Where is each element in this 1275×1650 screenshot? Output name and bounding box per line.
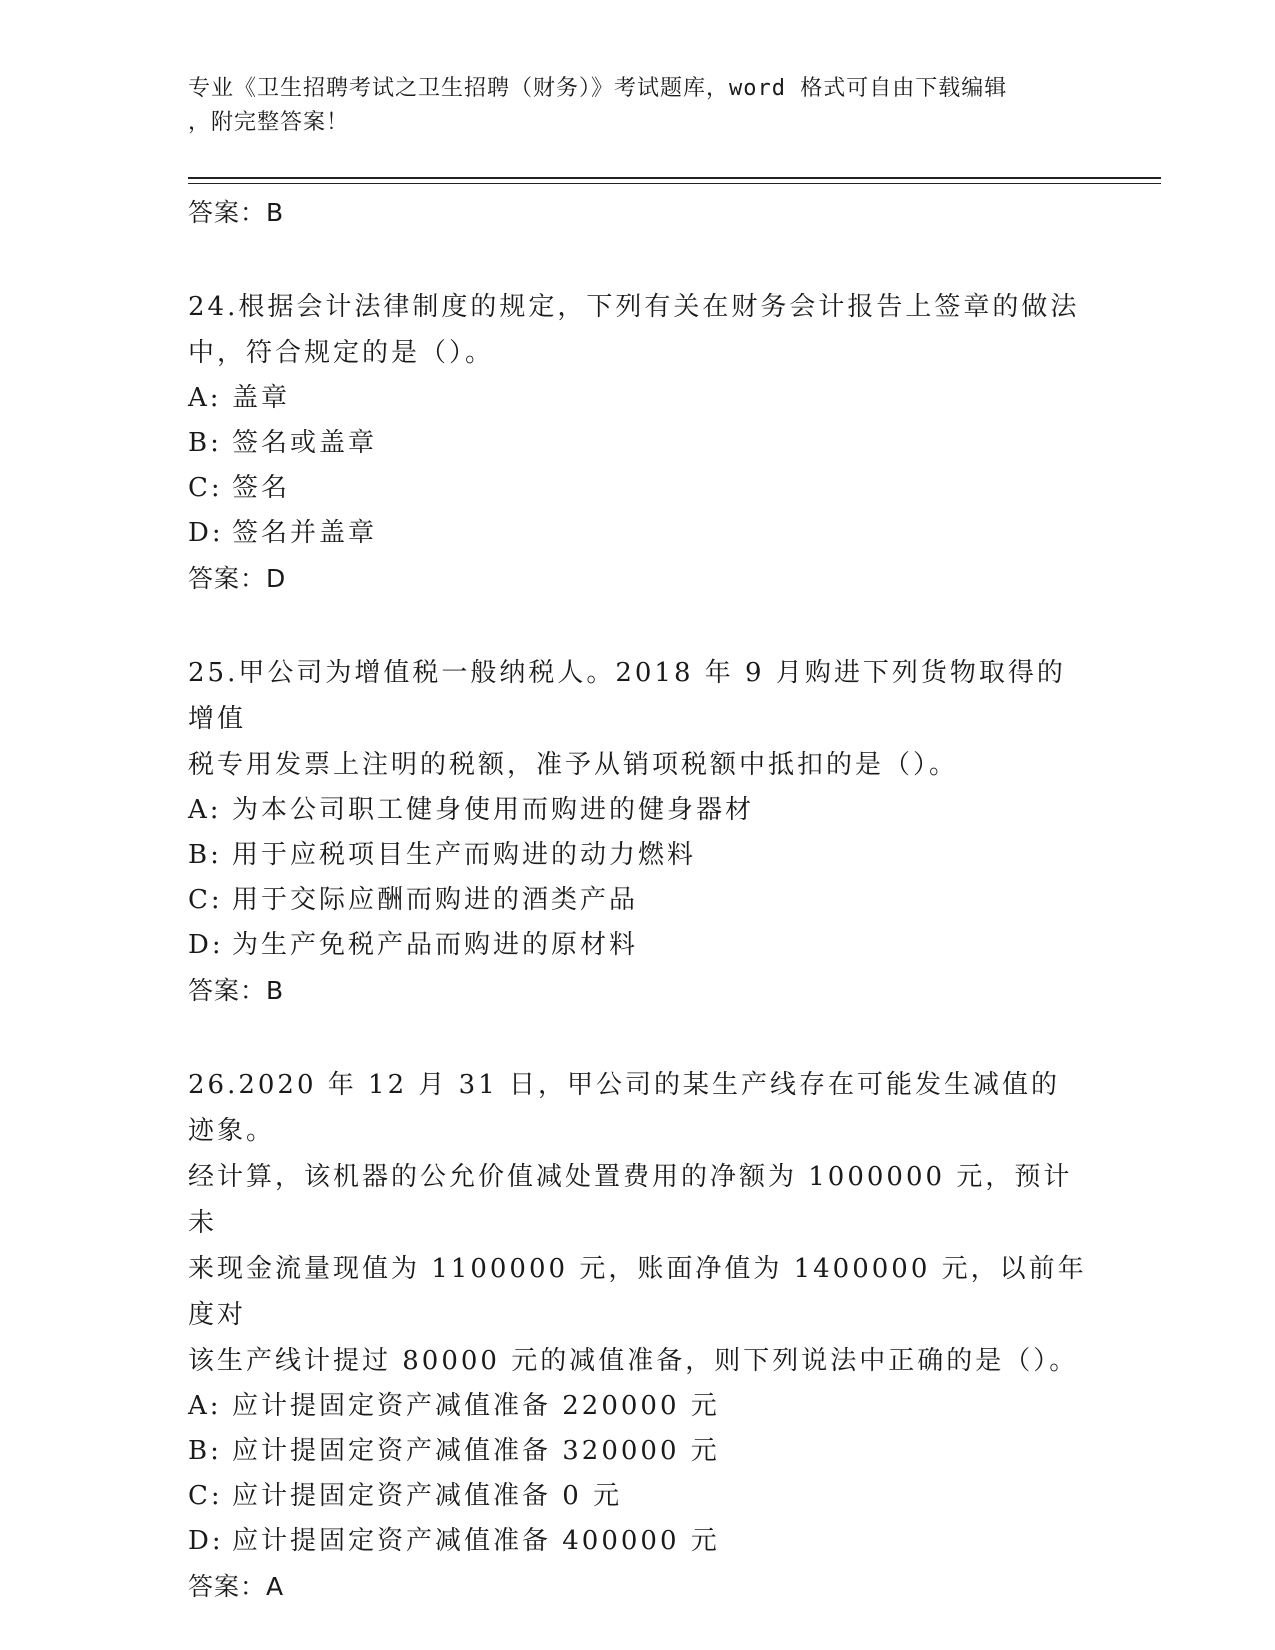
- header-divider-thick: [188, 177, 1161, 179]
- header-line-1: 专业《卫生招聘考试之卫生招聘（财务）》考试题库，word 格式可自由下载编辑: [188, 76, 1008, 101]
- option-key: B:: [188, 1436, 222, 1466]
- question-26: [188, 1062, 1088, 1610]
- question-stem-line: 经计算，该机器的公允价值减处置费用的净额为 1000000 元，预计未: [188, 1162, 1073, 1238]
- option-key: D:: [188, 930, 224, 960]
- option-text: 盖章: [232, 383, 291, 413]
- option-text: 为生产免税产品而购进的原材料: [232, 930, 639, 960]
- option-text: 应计提固定资产减值准备 220000 元: [232, 1391, 720, 1421]
- option-key: B:: [188, 840, 222, 870]
- option-c: [188, 878, 1088, 923]
- question-stem-line: 25.甲公司为增值税一般纳税人。2018 年 9 月购进下列货物取得的增值: [188, 658, 1066, 734]
- option-key: C:: [188, 885, 223, 915]
- document-header: [188, 72, 1088, 140]
- option-b: [188, 1429, 1088, 1474]
- option-key: C:: [188, 1481, 223, 1511]
- option-b: [188, 421, 1088, 466]
- header-line-2: ，附完整答案！: [188, 110, 350, 135]
- option-text: 签名并盖章: [232, 518, 378, 548]
- option-text: 签名: [232, 473, 291, 503]
- question-stem: [188, 1062, 1088, 1384]
- question-answer: 答案：A: [188, 1572, 285, 1601]
- question-25: [188, 650, 1088, 1014]
- option-text: 应计提固定资产减值准备 400000 元: [232, 1526, 720, 1556]
- option-key: C:: [188, 473, 223, 503]
- question-stem-line: 24.根据会计法律制度的规定，下列有关在财务会计报告上签章的做法: [188, 292, 1080, 322]
- option-d: [188, 923, 1088, 968]
- header-divider-thin: [188, 183, 1161, 184]
- question-24: [188, 284, 1088, 602]
- question-list: [188, 190, 1088, 1610]
- option-key: A:: [188, 795, 222, 825]
- option-d: [188, 511, 1088, 556]
- option-key: B:: [188, 428, 222, 458]
- option-key: A:: [188, 383, 222, 413]
- option-c: [188, 466, 1088, 511]
- option-text: 应计提固定资产减值准备 0 元: [232, 1481, 623, 1511]
- option-key: A:: [188, 1391, 222, 1421]
- previous-question-answer: 答案：B: [188, 198, 285, 227]
- option-text: 应计提固定资产减值准备 320000 元: [232, 1436, 720, 1466]
- option-text: 为本公司职工健身使用而购进的健身器材: [232, 795, 755, 825]
- option-text: 用于应税项目生产而购进的动力燃料: [232, 840, 697, 870]
- option-text: 签名或盖章: [232, 428, 378, 458]
- question-stem-line: 26.2020 年 12 月 31 日，甲公司的某生产线存在可能发生减值的迹象。: [188, 1070, 1061, 1146]
- question-stem-line: 中，符合规定的是（）。: [188, 338, 495, 368]
- question-answer: 答案：B: [188, 976, 285, 1005]
- option-key: D:: [188, 1526, 224, 1556]
- question-answer: 答案：D: [188, 564, 287, 593]
- option-c: [188, 1474, 1088, 1519]
- question-stem-line: 该生产线计提过 80000 元的减值准备，则下列说法中正确的是（）。: [188, 1346, 1079, 1376]
- option-a: [188, 376, 1088, 421]
- option-b: [188, 833, 1088, 878]
- question-stem: [188, 284, 1088, 376]
- option-key: D:: [188, 518, 224, 548]
- option-text: 用于交际应酬而购进的酒类产品: [232, 885, 639, 915]
- option-a: [188, 788, 1088, 833]
- question-stem: [188, 650, 1088, 788]
- option-a: [188, 1384, 1088, 1429]
- option-d: [188, 1519, 1088, 1564]
- question-stem-line: 来现金流量现值为 1100000 元，账面净值为 1400000 元，以前年度对: [188, 1254, 1087, 1330]
- question-stem-line: 税专用发票上注明的税额，准予从销项税额中抵扣的是（）。: [188, 750, 959, 780]
